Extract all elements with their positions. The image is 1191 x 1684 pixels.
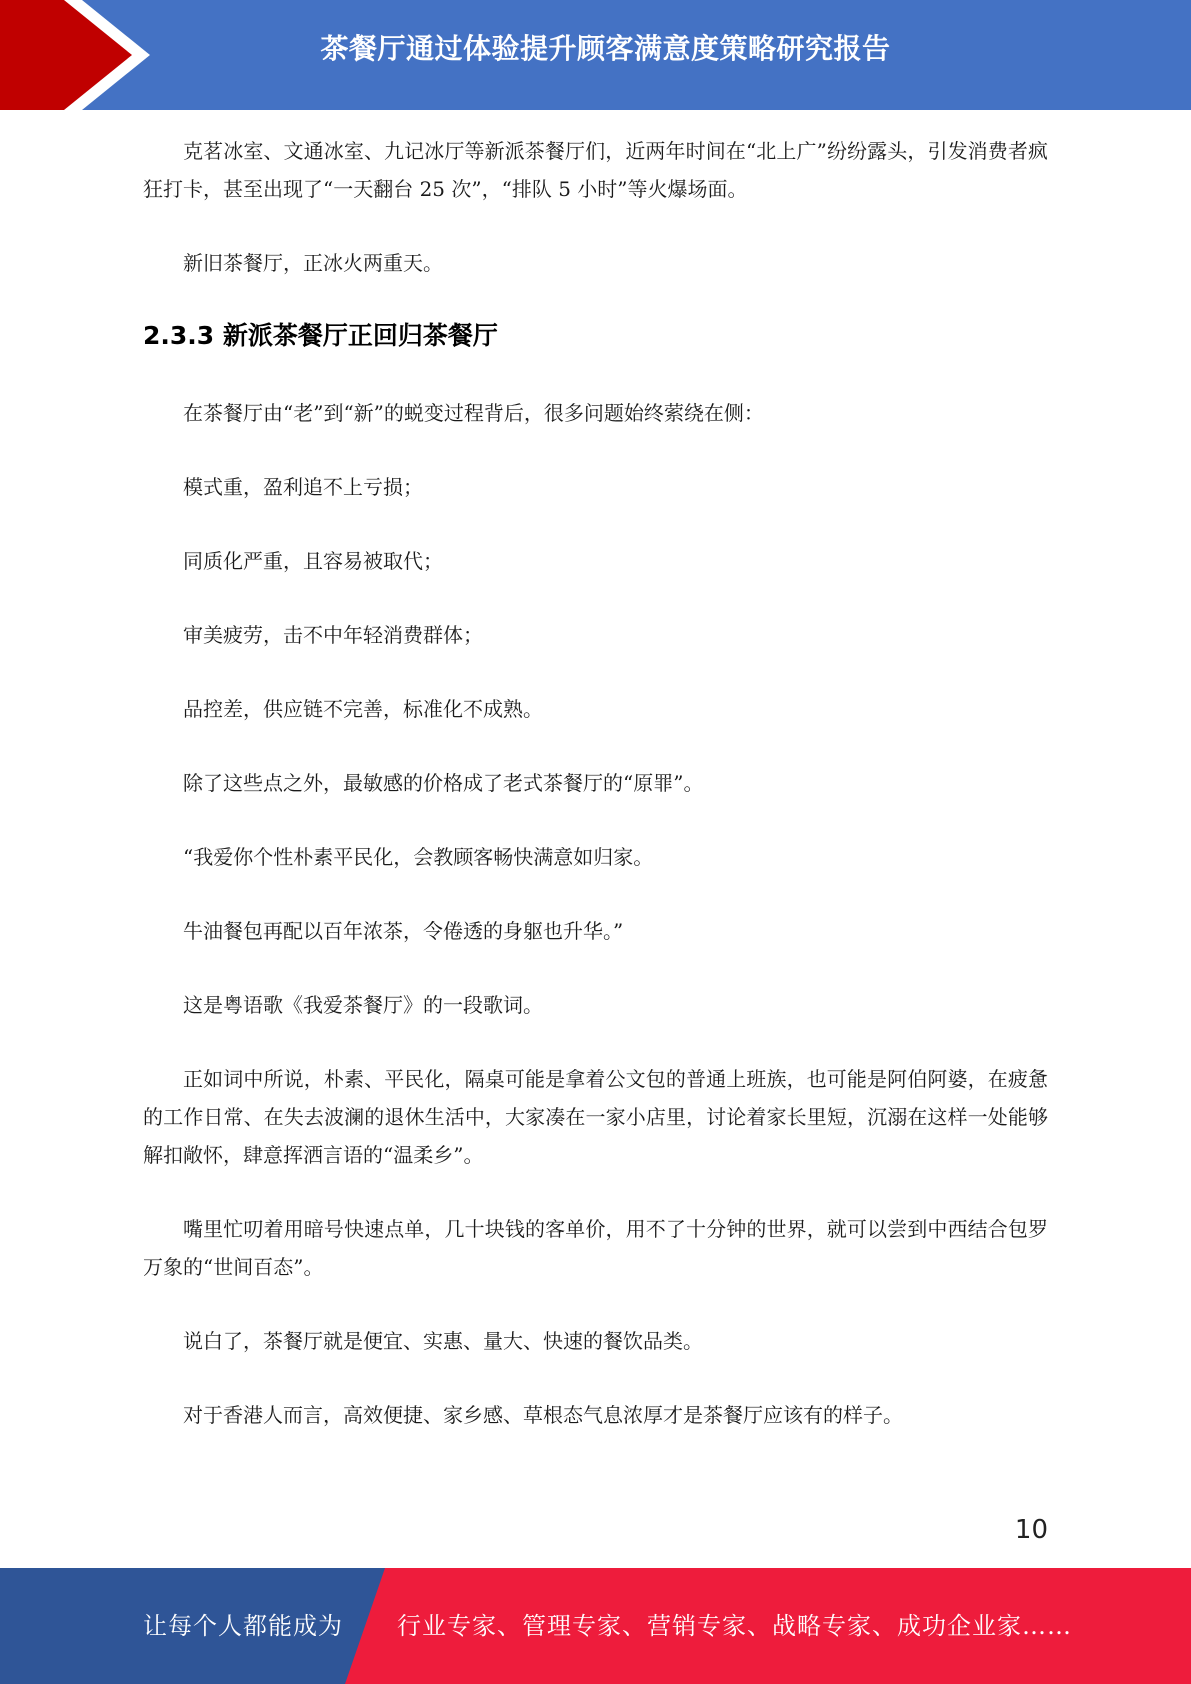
footer-slogan-right: 行业专家、管理专家、营销专家、战略专家、成功企业家…… <box>397 1612 1072 1640</box>
paragraph: 这是粤语歌《我爱茶餐厅》的一段歌词。 <box>183 993 543 1017</box>
paragraph: 品控差，供应链不完善，标准化不成熟。 <box>183 697 543 721</box>
page-header <box>0 0 1191 110</box>
page-number: 10 <box>1014 1515 1048 1545</box>
paragraph: 克茗冰室、文通冰室、九记冰厅等新派茶餐厅们，近两年时间在“北上广”纷纷露头，引发消费者疯狂打卡，甚至出现了“一天翻台 25 次”，“排队 5 小时”等火爆场面。 <box>143 139 1048 201</box>
paragraph: 新旧茶餐厅，正冰火两重天。 <box>183 251 443 275</box>
document-body <box>143 132 1048 1470</box>
lyric-line: 牛油餐包再配以百年浓茶，令倦透的身躯也升华。” <box>183 919 624 943</box>
paragraph: 对于香港人而言，高效便捷、家乡感、草根态气息浓厚才是茶餐厅应该有的样子。 <box>183 1403 903 1427</box>
paragraph: 在茶餐厅由“老”到“新”的蜕变过程背后，很多问题始终萦绕在侧： <box>183 401 764 425</box>
page-footer <box>0 1568 1191 1684</box>
paragraph: 同质化严重，且容易被取代； <box>183 549 443 573</box>
paragraph: 正如词中所说，朴素、平民化，隔桌可能是拿着公文包的普通上班族，也可能是阿伯阿婆，在疲惫的工作日常、在失去波澜的退休生活中，大家凑在一家小店里，讨论着家长里短，沉溺在这样一处能够解扣敞怀，肆意挥洒言语的“温柔乡”。 <box>143 1067 1048 1167</box>
footer-slogan-left: 让每个人都能成为 <box>143 1612 343 1640</box>
paragraph: 审美疲劳，击不中年轻消费群体； <box>183 623 483 647</box>
paragraph: 说白了，茶餐厅就是便宜、实惠、量大、快速的餐饮品类。 <box>183 1329 703 1353</box>
paragraph: 嘴里忙叨着用暗号快速点单，几十块钱的客单价，用不了十分钟的世界，就可以尝到中西结合包罗万象的“世间百态”。 <box>143 1217 1048 1279</box>
paragraph: 模式重，盈利追不上亏损； <box>183 475 423 499</box>
lyric-line: “我爱你个性朴素平民化，会教顾客畅快满意如归家。 <box>183 845 654 869</box>
section-heading: 2.3.3 新派茶餐厅正回归茶餐厅 <box>143 321 498 350</box>
report-title: 茶餐厅通过体验提升顾客满意度策略研究报告 <box>320 32 891 65</box>
paragraph: 除了这些点之外，最敏感的价格成了老式茶餐厅的“原罪”。 <box>183 771 704 795</box>
